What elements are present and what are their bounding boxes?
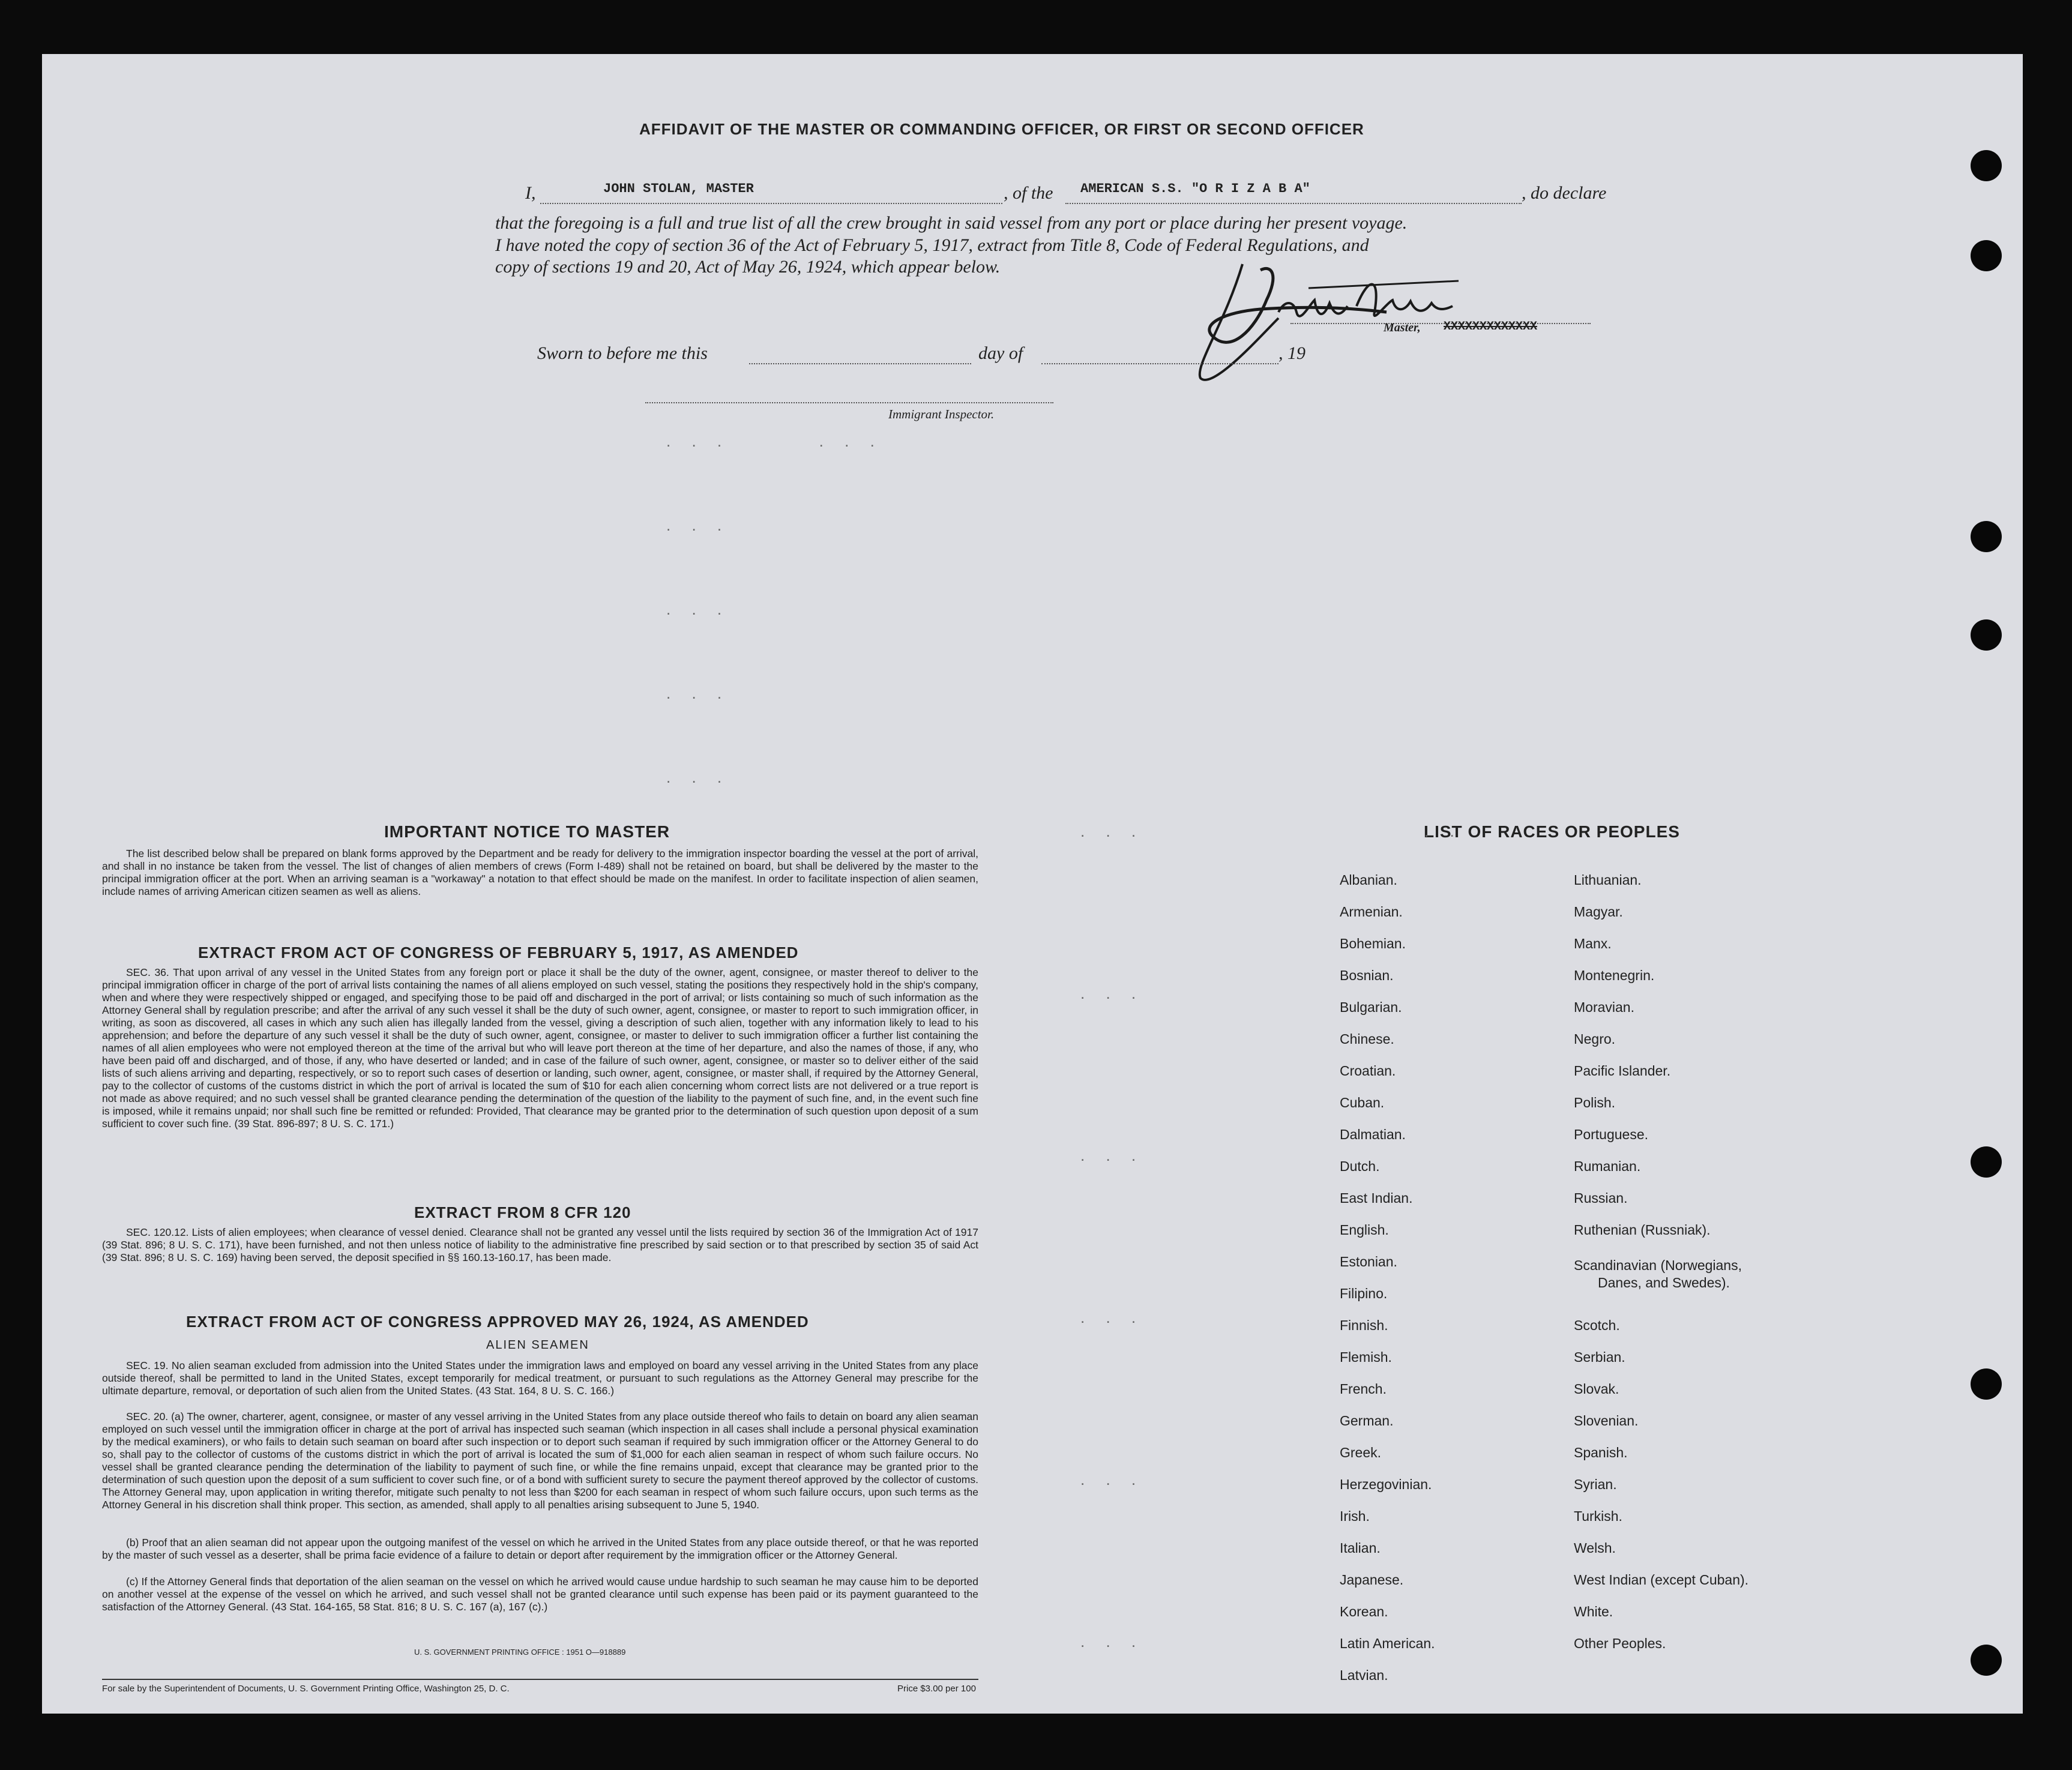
faint-dots: . . . . . (1080, 822, 1463, 840)
signature-caption: Master, (1384, 321, 1421, 334)
affidavit-title: AFFIDAVIT OF THE MASTER OR COMMANDING OFFICER, OR FIRST OR SECOND OFFICER (639, 120, 1364, 138)
race-item: Lithuanian. (1574, 872, 1642, 888)
race-item: Moravian. (1574, 999, 1634, 1015)
punch-hole (1971, 1368, 2002, 1400)
faint-dots: . . . (1080, 1470, 1145, 1489)
race-item: Estonian. (1340, 1254, 1397, 1269)
race-item: Portuguese. (1574, 1127, 1649, 1142)
races-title: LIST OF RACES OR PEOPLES (1424, 822, 1680, 841)
extract2-body: SEC. 120.12. Lists of alien employees; when clearance of vessel denied. Clearance shall not be granted any vessel until the lists required by section 36 of the Immigration Act of 1917 (39 Stat. 896; 8 U. S. C. 171), have been furnished, and not then unless notice of liability to the administrative fine prescribed by said section or to that prescribed by section 35 of said Act (39 Stat. 896; 8 U. S. C. 169) having been served, the deposit specified in §§ 160.13-160.17, has been made. (102, 1226, 978, 1263)
struck-officer-text: XXXXXXXXXXXXX (1444, 320, 1538, 334)
race-item: Russian. (1574, 1190, 1628, 1206)
faint-dots: . . . (1080, 1308, 1145, 1326)
price-note: Price $3.00 per 100 (897, 1684, 976, 1694)
printing-office-note: U. S. GOVERNMENT PRINTING OFFICE : 1951 O—918889 (414, 1648, 626, 1657)
race-item: Turkish. (1574, 1508, 1622, 1524)
race-item: Danes, and Swedes). (1598, 1275, 1730, 1290)
inspector-caption: Immigrant Inspector. (888, 407, 995, 421)
notice-title: IMPORTANT NOTICE TO MASTER (384, 822, 670, 841)
sworn-label: Sworn to before me this (537, 343, 708, 363)
of-the-label: , of the (1004, 183, 1053, 203)
master-name: JOHN STOLAN, MASTER (603, 181, 754, 196)
extract1-body: SEC. 36. That upon arrival of any vessel in the United States from any foreign port or place it shall be the duty of the owner, agent, consignee, or master thereof to deliver to the principal immigration officer in charge of the port of arrival lists containing the names of all aliens employed on such vessel, stating the positions they respectively hold in the ship's company, when and where they were respectively shipped or engaged, and specifying those to be paid off and discharged in the port of arrival; or lists containing so much of such information as the Attorney General shall by regulation prescribe; and after the arrival of any such vessel it shall be the duty of such owner, agent, consignee, or master to report to such immigration officer, in writing, as soon as discovered, all cases in which any such alien has illegally landed from the vessel, giving a description of such alien, together with any information likely to lead to his apprehension; and before the departure of any such vessel it shall be the duty of such owner, agent, consignee, or master to deliver to such immigration officer a further list containing the names of all alien employees who were not employed thereon at the time of the arrival but who will leave port thereon at the time of her departure, and also the names of those, if any, who have been paid off and discharged, and of those, if any, who have deserted or landed; and in case of the failure of such owner, agent, consignee, or master so to deliver either of the said lists of such aliens arriving and departing, respectively, or so to report such cases of desertion or landing, such owner, agent, consignee, or master shall, if required by the Attorney General, pay to the collector of customs of the customs district in which the port of arrival is located the sum of $10 for each alien concerning whom correct lists are not delivered or a true report is not made as above required; and no such vessel shall be granted clearance pending the determination of the question of the liability to the payment of such fine, and, in the event such fine is imposed, while it remains unpaid; nor shall such fine be remitted or refunded: Provided, That clearance may be granted prior to the determination of such question upon deposit of a sum sufficient to cover such fine. (39 Stat. 896-897; 8 U. S. C. 171.) (102, 966, 978, 1130)
sworn-month-line (1041, 363, 1278, 364)
vessel-name: AMERICAN S.S. "O R I Z A B A" (1080, 181, 1310, 196)
race-item: Italian. (1340, 1540, 1381, 1556)
vessel-name-line (1065, 203, 1522, 204)
extract2-title: EXTRACT FROM 8 CFR 120 (414, 1203, 631, 1221)
faint-dots: . . . (666, 768, 730, 786)
race-item: West Indian (except Cuban). (1574, 1572, 1749, 1588)
extract1-title: EXTRACT FROM ACT OF CONGRESS OF FEBRUARY 5, 1917, AS AMENDED (198, 944, 799, 962)
race-item: Bosnian. (1340, 968, 1394, 983)
faint-dots: . . . (1080, 1146, 1145, 1164)
race-item: Slovak. (1574, 1381, 1619, 1397)
race-item: Bulgarian. (1340, 999, 1402, 1015)
race-item: Cuban. (1340, 1095, 1385, 1110)
punch-hole (1971, 1146, 2002, 1178)
faint-dots: . . . (1080, 1633, 1145, 1651)
master-name-line (540, 203, 1002, 204)
race-item: Japanese. (1340, 1572, 1404, 1588)
race-item: German. (1340, 1413, 1394, 1428)
race-item: Croatian. (1340, 1063, 1396, 1079)
faint-dots: . . . (666, 516, 730, 534)
footer-rule (102, 1679, 978, 1680)
sworn-day-line (749, 363, 971, 364)
affidavit-line-3: I have noted the copy of section 36 of the Act of February 5, 1917, extract from Title 8, Code of Federal Regulations, and (495, 235, 1369, 255)
race-item: Bohemian. (1340, 936, 1406, 951)
race-item: Greek. (1340, 1445, 1382, 1460)
race-item: Pacific Islander. (1574, 1063, 1671, 1079)
punch-hole (1971, 521, 2002, 552)
race-item: Negro. (1574, 1031, 1616, 1047)
punch-hole (1971, 619, 2002, 651)
punch-hole (1971, 150, 2002, 181)
race-item: Other Peoples. (1574, 1636, 1666, 1651)
race-item: Latin American. (1340, 1636, 1435, 1651)
race-item: Rumanian. (1574, 1158, 1641, 1174)
race-item: Albanian. (1340, 872, 1397, 888)
affidavit-i-label: I, (525, 183, 536, 203)
punch-hole (1971, 1645, 2002, 1676)
extract3-subtitle: ALIEN SEAMEN (486, 1338, 589, 1352)
race-item: Irish. (1340, 1508, 1370, 1524)
race-item: Manx. (1574, 936, 1612, 951)
extract3-sec19: SEC. 19. No alien seaman excluded from admission into the United States under the immigration laws and employed on board any vessel arriving in the United States from any place outside thereof, shall be permitted to land in the United States, except temporarily for medical treatment, or pursuant to such regulations as the Attorney General may prescribe for the ultimate departure, removal, or deportation of such alien from the United States. (43 Stat. 164, 8 U. S. C. 166.) (102, 1359, 978, 1397)
race-item: English. (1340, 1222, 1389, 1238)
race-item: Ruthenian (Russniak). (1574, 1222, 1711, 1238)
extract3-sec20a: SEC. 20. (a) The owner, charterer, agent, consignee, or master of any vessel arriving in the United States from any place outside thereof who fails to detain on board any alien seaman employed on such vessel until the immigration officer in charge at the port of arrival has inspected such seaman (which inspection in all cases shall include a personal physical examination by the medical examiners), or who fails to detain such seaman on board after such inspection or to deport such seaman if required by such immigration officer or the Attorney General to do so, shall pay to the collector of customs of the customs district in which the port of arrival is located the sum of $1,000 for each alien seaman in respect of whom such failure occurs. No vessel shall be granted clearance pending the determination of the liability to payment of such fine, or while the fine remains unpaid, except that clearance may be granted prior to the determination of such question upon the deposit of a sum sufficient to cover such fine, or of a bond with sufficient surety to secure the payment thereof approved by the collector of customs. The Attorney General may, upon application in writing therefor, mitigate such penalty to not less than $200 for each seaman in respect of whom such failure occurs, upon such terms as the Attorney General in his discretion shall think proper. This section, as amended, shall apply to all penalties arising subsequent to June 5, 1940. (102, 1410, 978, 1511)
faint-dots: . . . . . . (666, 432, 883, 450)
extract3-title: EXTRACT FROM ACT OF CONGRESS APPROVED MAY 26, 1924, AS AMENDED (186, 1313, 809, 1331)
race-item: White. (1574, 1604, 1613, 1619)
race-item: Scandinavian (Norwegians, (1574, 1257, 1742, 1273)
year-label: , 19 (1278, 343, 1306, 363)
race-item: Chinese. (1340, 1031, 1394, 1047)
affidavit-line-2: that the foregoing is a full and true list of all the crew brought in said vessel from any port or place during her present voyage. (495, 213, 1408, 233)
race-item: Welsh. (1574, 1540, 1616, 1556)
race-item: Armenian. (1340, 904, 1403, 920)
faint-dots: . . . (666, 684, 730, 702)
signature-line (1290, 323, 1591, 324)
race-item: East Indian. (1340, 1190, 1413, 1206)
race-item: Finnish. (1340, 1317, 1388, 1333)
race-item: Korean. (1340, 1604, 1388, 1619)
for-sale-note: For sale by the Superintendent of Documents, U. S. Government Printing Office, Washington 25, D. C. (102, 1684, 510, 1694)
punch-hole (1971, 240, 2002, 271)
race-item: Scotch. (1574, 1317, 1620, 1333)
race-item: French. (1340, 1381, 1387, 1397)
race-item: Polish. (1574, 1095, 1616, 1110)
race-item: Dalmatian. (1340, 1127, 1406, 1142)
faint-dots: . . . (666, 600, 730, 618)
race-item: Flemish. (1340, 1349, 1392, 1365)
race-item: Filipino. (1340, 1286, 1388, 1301)
notice-body: The list described below shall be prepared on blank forms approved by the Department and be ready for delivery to the immigration inspector boarding the vessel at the port of arrival, and shall in no instance be taken from the vessel. The list of changes of alien members of crews (Form I-489) shall not be retained on board, but shall be delivered by the master to the principal immigration officer at the port. When an arriving seaman is a "workaway" a notation to that effect should be made on the manifest. In order to facilitate inspection of alien seamen, include names of arriving American citizen seamen as well as aliens. (102, 847, 978, 897)
extract3-sec20b: (b) Proof that an alien seaman did not appear upon the outgoing manifest of the vessel on which he arrived in the United States from any place outside thereof, or that he was reported by the master of such vessel as a deserter, shall be prima facie evidence of a failure to detain or deport after requirement by the immigration officer or the Attorney General. (102, 1537, 978, 1561)
extract3-sec20c: (c) If the Attorney General finds that deportation of the alien seaman on the vessel on which he arrived would cause undue hardship to such seaman he may cause him to be deported on another vessel at the expense of the vessel on which he arrived, and such vessel shall not be granted clearance until such expense has been paid or its payment guaranteed to the satisfaction of the Attorney General. (43 Stat. 164-165, 58 Stat. 816; 8 U. S. C. 167 (a), 167 (c).) (102, 1576, 978, 1613)
day-of-label: day of (978, 343, 1023, 363)
race-item: Magyar. (1574, 904, 1623, 920)
race-item: Spanish. (1574, 1445, 1628, 1460)
race-item: Dutch. (1340, 1158, 1380, 1174)
race-item: Herzegovinian. (1340, 1477, 1432, 1492)
race-item: Slovenian. (1574, 1413, 1639, 1428)
race-item: Serbian. (1574, 1349, 1625, 1365)
race-item: Montenegrin. (1574, 968, 1655, 983)
inspector-line (645, 402, 1053, 403)
affidavit-line-4: copy of sections 19 and 20, Act of May 26, 1924, which appear below. (495, 257, 1001, 277)
faint-dots: . . . (1080, 984, 1145, 1002)
race-item: Syrian. (1574, 1477, 1617, 1492)
do-declare-label: , do declare (1522, 183, 1607, 203)
race-item: Latvian. (1340, 1667, 1388, 1683)
